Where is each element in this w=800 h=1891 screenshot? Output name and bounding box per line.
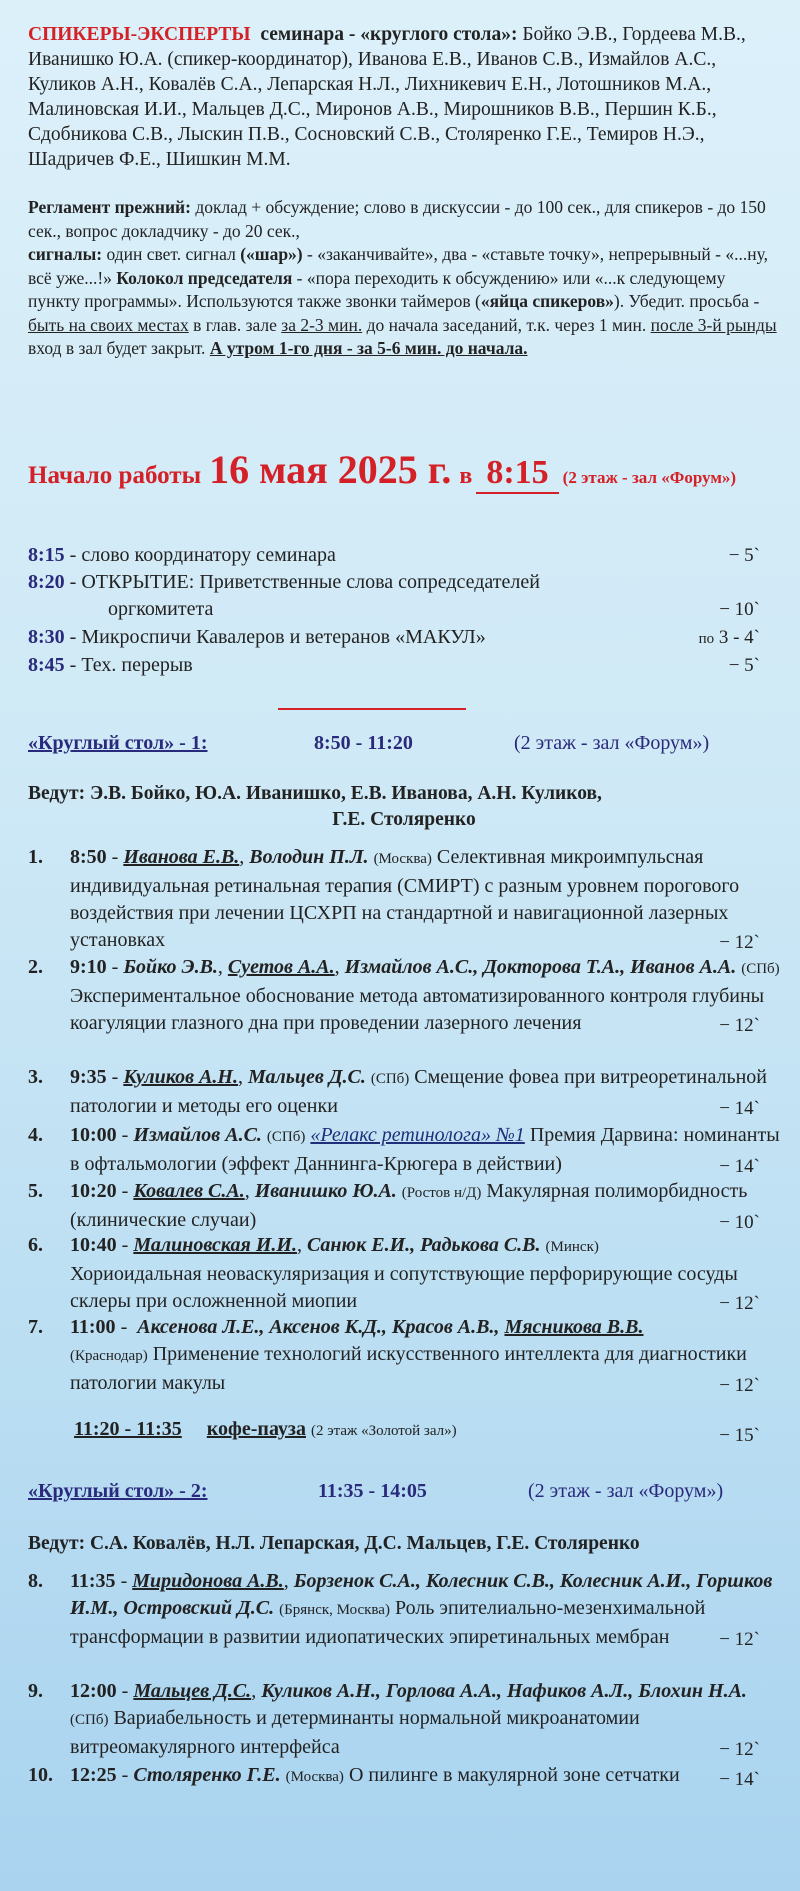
talk-duration: − 12`	[719, 1293, 760, 1314]
talk-author: Мальцев Д.С.	[133, 1680, 252, 1702]
talk-author: Столяренко Г.Е.	[133, 1764, 281, 1786]
session2-chairs: Ведут: С.А. Ковалёв, Н.Л. Лепарская, Д.С. Мальцев, Г.Е. Столяренко	[28, 1533, 640, 1554]
talk-author: Борзенок С.А., Колесник С.В., Колесник А.И., Горшков И.М., Островский Д.С.	[70, 1570, 773, 1619]
talk-title: Смещение фовеа при витреоретинальной патологии и методы его оценки	[70, 1066, 768, 1117]
signals-text: ). Убедит. просьба -	[613, 291, 760, 311]
speakers-names: Бойко Э.В., Гордеева М.В., Иванишко Ю.А. (спикер-координатор), Иванова Е.В., Иванов С.В., Измайлов А.С., Куликов А.Н., Ковалёв С.А., Лепарская Н.Л., Лихникевич Е.Н., Лотошников М.А., Малиновская И.И., Мальцев Д.С., Миронов А.В., Мирошников В.В., Першин К.Б., Сдобникова С.В., Лыскин П.В., Сосновский С.В., Столяренко Г.Е., Темиров Н.Э., Шадричев Ф.Е., Шишкин М.М.	[28, 24, 746, 170]
talk-author: Санюк Е.И., Радькова С.В.	[306, 1234, 541, 1256]
start-label: Начало работы	[28, 462, 202, 489]
opening-text: - слово координатору семинара	[64, 544, 336, 566]
start-time: 8:15	[476, 454, 558, 494]
talk-duration: − 12`	[719, 1375, 760, 1396]
opening-duration: − 5`	[728, 655, 760, 676]
talk-author: Миридонова А.В.	[132, 1570, 284, 1592]
coffee-place: (2 этаж «Золотой зал»)	[310, 1423, 457, 1439]
talk-duration: − 14`	[719, 1098, 760, 1119]
signals-text: - «пора переходить к обсуждению» или «...к следующему пункту программы». Используются также звонки таймеров (	[28, 267, 726, 311]
talk-author: Аксенова Л.Е., Аксенов К.Д., Красов А.В.,	[137, 1316, 500, 1338]
talk-item: 6. 10:40 - Малиновская И.И., Санюк Е.И., Радькова С.В. (Минск) Хориоидальная неоваскуляризация и сопутствующие перфорирующие сосуды склеры при осложненной миопии − 12`	[28, 1232, 780, 1315]
coffee-duration: − 15`	[719, 1425, 760, 1446]
reglament-text: доклад + обсуждение; слово в дискуссии - до 100 сек., для спикеров - до 150 сек., вопрос докладчику - до 20 сек.,	[28, 197, 766, 241]
talk-item: 10. 12:25 - Столяренко Г.Е. (Москва) О пилинге в макулярной зоне сетчатки − 14`	[28, 1762, 780, 1791]
speakers-subtitle: семинара - «круглого стола»:	[260, 24, 518, 45]
session1-time: 8:50 - 11:20	[314, 732, 413, 754]
talk-author: Мясникова В.В.	[504, 1316, 644, 1338]
opening-row	[28, 569, 780, 596]
talk-title: О пилинге в макулярной зоне сетчатки	[343, 1764, 680, 1786]
session1-header	[28, 730, 780, 757]
opening-time: 8:45	[28, 654, 65, 676]
talk-item: 7. 11:00 - Аксенова Л.Е., Аксенов К.Д., Красов А.В., Мясникова В.В. (Краснодар) Применение технологий искусственного интеллекта для диагностики патологии макулы − 12`	[28, 1314, 780, 1397]
divider	[278, 708, 466, 710]
signals-text: вход в зал будет закрыт.	[28, 338, 210, 358]
talk-title: Селективная микроимпульсная индивидуальная ретинальная терапия (СМИРТ) с разным уровнем порогового воздействия при лечении ЦСХРП на стандартной и навигационной лазерных установках	[70, 846, 740, 951]
talk-author: Измайлов А.С.	[133, 1124, 262, 1146]
talk-title: Вариабельность и детерминанты нормальной микроанатомии витреомакулярного интерфейса	[70, 1707, 640, 1758]
talk-duration: − 12`	[719, 1739, 760, 1760]
speakers-title: СПИКЕРЫ-ЭКСПЕРТЫ	[28, 24, 251, 45]
be-in-place: быть на своих местах	[28, 314, 189, 335]
opening-time: 8:20	[28, 571, 65, 593]
talk-title: Экспериментальное обоснование метода автоматизированного контроля глубины коагуляции глазного дна при проведении лазерного лечения	[70, 985, 765, 1034]
session2-time: 11:35 - 14:05	[318, 1480, 427, 1502]
talk-duration: − 12`	[719, 1629, 760, 1650]
talk-duration: − 14`	[719, 1769, 760, 1790]
speaker-eggs: «яйца спикеров»	[480, 291, 614, 311]
session1-place: (2 этаж - зал «Форум»)	[514, 732, 710, 754]
after-bell: после 3-й рынды	[650, 314, 777, 335]
session2-place: (2 этаж - зал «Форум»)	[528, 1480, 724, 1502]
opening-row-cont	[28, 596, 780, 623]
talk-author: Куликов А.Н.	[123, 1066, 238, 1088]
session1-title: «Круглый стол» - 1:	[28, 732, 208, 754]
opening-text: - Микроспичи Кавалеров и ветеранов «МАКУЛ»	[64, 626, 486, 648]
session2-title: «Круглый стол» - 2:	[28, 1480, 208, 1502]
morning-note: А утром 1-го дня - за 5-6 мин. до начала.	[209, 338, 528, 358]
talk-author: Володин П.Л.	[249, 846, 369, 868]
start-place: (2 этаж - зал «Форум»)	[562, 468, 737, 487]
opening-text: оргкомитета	[108, 598, 214, 620]
coffee-time: 11:20 - 11:35	[74, 1418, 182, 1440]
talk-title: Премия Дарвина: номинанты в офтальмологии (эффект Даннинга-Крюгера в действии)	[70, 1124, 780, 1175]
opening-row	[28, 542, 780, 569]
session1-chairs-2: Г.Е. Столяренко	[332, 809, 476, 830]
session1-chairs: Ведут: Э.В. Бойко, Ю.А. Иванишко, Е.В. Иванова, А.Н. Куликов,	[28, 783, 602, 804]
talk-title: Хориоидальная неоваскуляризация и сопутствующие перфорирующие сосуды склеры при осложненной миопии	[70, 1263, 738, 1312]
talk-item: 2. 9:10 - Бойко Э.В., Суетов А.А., Измайлов А.С., Докторова Т.А., Иванов А.А. (СПб) Экспериментальное обоснование метода автоматизированного контроля глубины коагуляции глазного дна при проведении лазерного лечения − 12`	[28, 954, 780, 1037]
talk-item: 9. 12:00 - Мальцев Д.С., Куликов А.Н., Горлова А.А., Нафиков А.Л., Блохин Н.А. (СПб) Вариабельность и детерминанты нормальной микроанатомии витреомакулярного интерфейса − 12`	[28, 1678, 780, 1761]
opening-duration: − 5`	[728, 545, 760, 566]
signals-text: - «заканчивайте», два - «ставьте точку», непрерывный - «...ну, всё уже...!»	[28, 244, 768, 288]
start-date: 16 мая 2025 г.	[209, 447, 452, 492]
start-in: в	[459, 463, 473, 489]
signals-ball: («шар»)	[240, 244, 303, 264]
opening-row	[28, 624, 780, 651]
coffee-label: кофе-пауза	[206, 1418, 306, 1440]
talk-item: 8. 11:35 - Миридонова А.В., Борзенок С.А., Колесник С.В., Колесник А.И., Горшков И.М., Островский Д.С. (Брянск, Москва) Роль эпителиально-мезенхимальной трансформации в развитии идиопатических эпиретинальных мембран − 12`	[28, 1568, 780, 1651]
signals-text: до начала заседаний, т.к. через 1 мин.	[362, 314, 651, 335]
signals-text: один свет. сигнал	[102, 244, 241, 264]
signals-label: сигналы:	[28, 244, 103, 264]
talk-author: Мальцев Д.С.	[247, 1066, 366, 1088]
talk-author: Ковалев С.А.	[133, 1180, 245, 1202]
talk-author: Куликов А.Н., Горлова А.А., Нафиков А.Л., Блохин Н.А.	[261, 1680, 747, 1702]
talk-title: Применение технологий искусственного интеллекта для диагностики патологии макулы	[70, 1343, 747, 1394]
talk-duration: − 10`	[719, 1212, 760, 1233]
coffee-break	[28, 1416, 780, 1445]
start-line	[28, 446, 788, 494]
talk-title: Макулярная полиморбидность (клинические случаи)	[70, 1180, 748, 1231]
relax-link: «Релакс ретинолога» №1	[310, 1124, 525, 1146]
talk-item: 4. 10:00 - Измайлов А.С. (СПб) «Релакс ретинолога» №1 Премия Дарвина: номинанты в офтальмологии (эффект Даннинга-Крюгера в действии) − 14`	[28, 1122, 780, 1178]
talk-author: Суетов А.А.	[227, 956, 335, 978]
talk-duration: − 12`	[719, 1015, 760, 1036]
speakers-block	[28, 22, 780, 172]
signals-text: в глав. зале	[188, 314, 282, 335]
talk-duration: − 14`	[719, 1156, 760, 1177]
reglament-label: Регламент прежний:	[28, 197, 191, 217]
opening-duration: − 10`	[719, 599, 760, 620]
minutes-before: за 2-3 мин.	[281, 314, 363, 335]
talk-author: Малиновская И.И.	[133, 1234, 297, 1256]
talk-title: Роль эпителиально-мезенхимальной трансформации в развитии идиопатических эпиретинальных мембран	[70, 1597, 706, 1648]
opening-time: 8:30	[28, 626, 65, 648]
opening-text: - ОТКРЫТИЕ: Приветственные слова сопредседателей	[64, 571, 540, 593]
talk-author: Иванишко Ю.А.	[254, 1180, 397, 1202]
talk-item: 5. 10:20 - Ковалев С.А., Иванишко Ю.А. (Ростов н/Д) Макулярная полиморбидность (клинические случаи) − 10`	[28, 1178, 780, 1234]
reglament-block	[28, 196, 780, 361]
chair-bell: Колокол председателя	[116, 267, 293, 288]
session2-header	[28, 1478, 780, 1505]
talk-duration: − 12`	[719, 932, 760, 953]
talk-author: Иванова Е.В.	[123, 846, 240, 868]
talk-item: 1. 8:50 - Иванова Е.В., Володин П.Л. (Москва) Селективная микроимпульсная индивидуальная ретинальная терапия (СМИРТ) с разным уровнем порогового воздействия при лечении ЦСХРП на стандартной и навигационной лазерных установках − 12`	[28, 844, 780, 954]
opening-duration: по 3 - 4`	[698, 627, 760, 648]
opening-time: 8:15	[28, 544, 65, 566]
talk-author: Бойко Э.В.	[123, 956, 218, 978]
talk-author: Измайлов А.С., Докторова Т.А., Иванов А.А.	[344, 956, 737, 978]
opening-row	[28, 652, 780, 679]
talk-item: 3. 9:35 - Куликов А.Н., Мальцев Д.С. (СПб) Смещение фовеа при витреоретинальной патологии и методы его оценки − 14`	[28, 1064, 780, 1120]
opening-text: - Тех. перерыв	[64, 654, 193, 676]
